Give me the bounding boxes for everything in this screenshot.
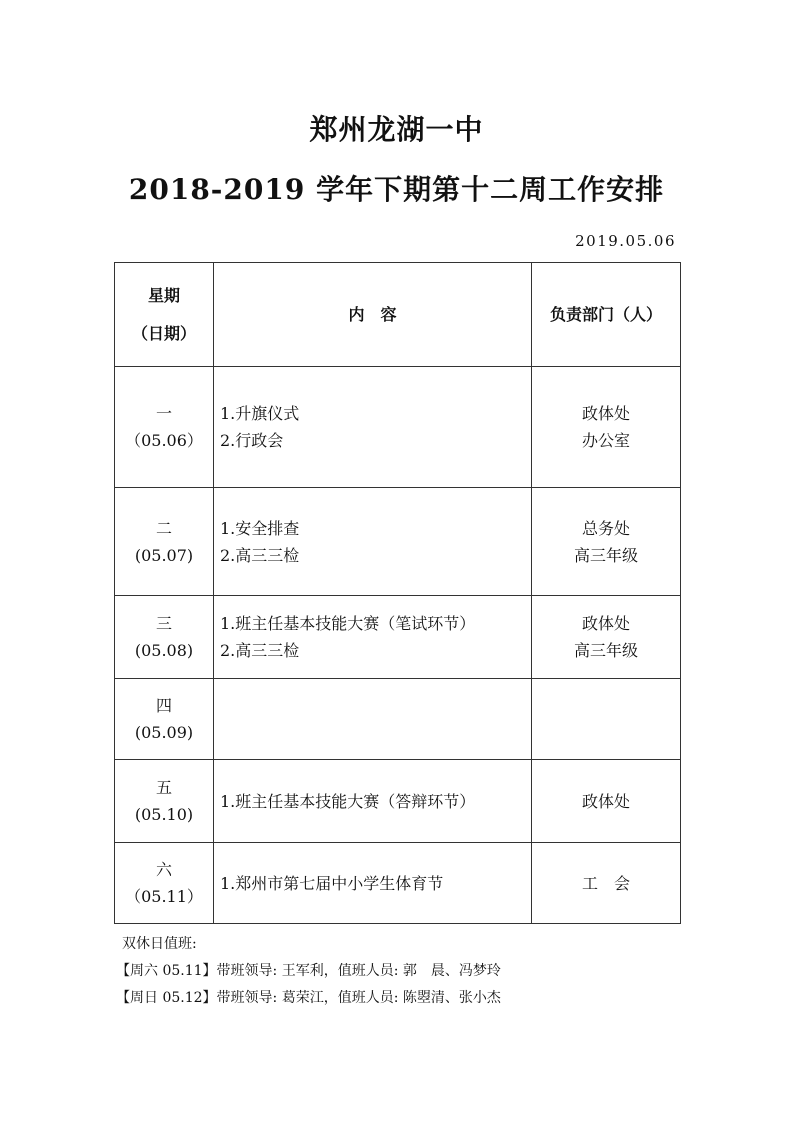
- dept-item: 政体处: [581, 404, 630, 423]
- row-day-cell: [115, 843, 214, 924]
- row-dept-cell: [532, 596, 681, 679]
- table-row: [115, 596, 681, 679]
- row-dept-cell: [532, 760, 681, 843]
- dept-item: 政体处: [581, 791, 630, 811]
- row-day-cell: [115, 488, 214, 596]
- row-content-cell: [214, 367, 532, 488]
- row-weekday: 三: [155, 614, 172, 633]
- dept-item: 高三年级: [573, 545, 638, 565]
- row-content-cell: [214, 843, 532, 924]
- row-date: (05.07): [134, 545, 194, 565]
- table-header-row: [115, 263, 681, 367]
- row-weekday: 四: [155, 696, 172, 715]
- row-day-cell: [115, 367, 214, 488]
- duty-line-sunday: 【周日 05.12】带班领导: 葛荣江，值班人员: 陈曌清、张小杰: [116, 990, 501, 1006]
- row-day-cell: [115, 596, 214, 679]
- row-date: （05.11）: [125, 887, 203, 906]
- dept-item: 办公室: [581, 431, 630, 450]
- table-row: [115, 679, 681, 760]
- dept-item: 高三年级: [573, 641, 638, 660]
- row-dept-cell: [532, 367, 681, 488]
- row-content-cell: [214, 760, 532, 843]
- header-content: 内 容: [214, 263, 532, 367]
- header-dept: 负责部门（人）: [532, 263, 681, 367]
- row-weekday: 五: [155, 778, 172, 797]
- content-item: 1.安全排查: [220, 518, 300, 538]
- content-item: 2.行政会: [220, 431, 284, 450]
- weekend-duty-section: [116, 931, 501, 1012]
- content-item: 1.郑州市第七届中小学生体育节: [220, 873, 444, 893]
- content-item: 2.高三三检: [220, 641, 300, 660]
- row-date: (05.08): [134, 641, 194, 660]
- document-subtitle: 2018-2019 学年下期第十二周工作安排: [128, 173, 665, 206]
- row-dept-cell: [532, 488, 681, 596]
- dept-item: 总务处: [581, 518, 630, 538]
- dept-item: 工 会: [581, 873, 630, 893]
- row-date: （05.06）: [125, 431, 203, 450]
- row-dept-cell: [532, 679, 681, 760]
- row-dept-cell: [532, 843, 681, 924]
- row-content-cell: [214, 488, 532, 596]
- document-date: 2019.05.06: [575, 232, 676, 250]
- table-row: [115, 367, 681, 488]
- header-day: [115, 263, 214, 367]
- header-day-line2: （日期）: [131, 323, 196, 343]
- schedule-table: [114, 262, 681, 924]
- content-item: 1.班主任基本技能大赛（笔试环节）: [220, 614, 476, 633]
- row-weekday: 六: [155, 860, 172, 879]
- content-item: 1.升旗仪式: [220, 404, 300, 423]
- content-item: 1.班主任基本技能大赛（答辩环节）: [220, 791, 476, 811]
- content-item: 2.高三三检: [220, 545, 300, 565]
- document-title: 郑州龙湖一中: [309, 113, 484, 146]
- row-weekday: 一: [155, 404, 172, 423]
- row-weekday: 二: [155, 518, 172, 538]
- row-date: (05.10): [134, 805, 194, 824]
- row-day-cell: [115, 760, 214, 843]
- row-content-cell: [214, 679, 532, 760]
- duty-heading: 双休日值班:: [122, 936, 197, 952]
- duty-line-saturday: 【周六 05.11】带班领导: 王军利，值班人员: 郭 晨、冯梦玲: [116, 963, 501, 979]
- table-row: [115, 760, 681, 843]
- row-date: (05.09): [134, 723, 194, 742]
- row-day-cell: [115, 679, 214, 760]
- dept-item: 政体处: [581, 614, 630, 633]
- table-row: [115, 843, 681, 924]
- header-day-line1: 星期: [147, 285, 180, 305]
- row-content-cell: [214, 596, 532, 679]
- table-row: [115, 488, 681, 596]
